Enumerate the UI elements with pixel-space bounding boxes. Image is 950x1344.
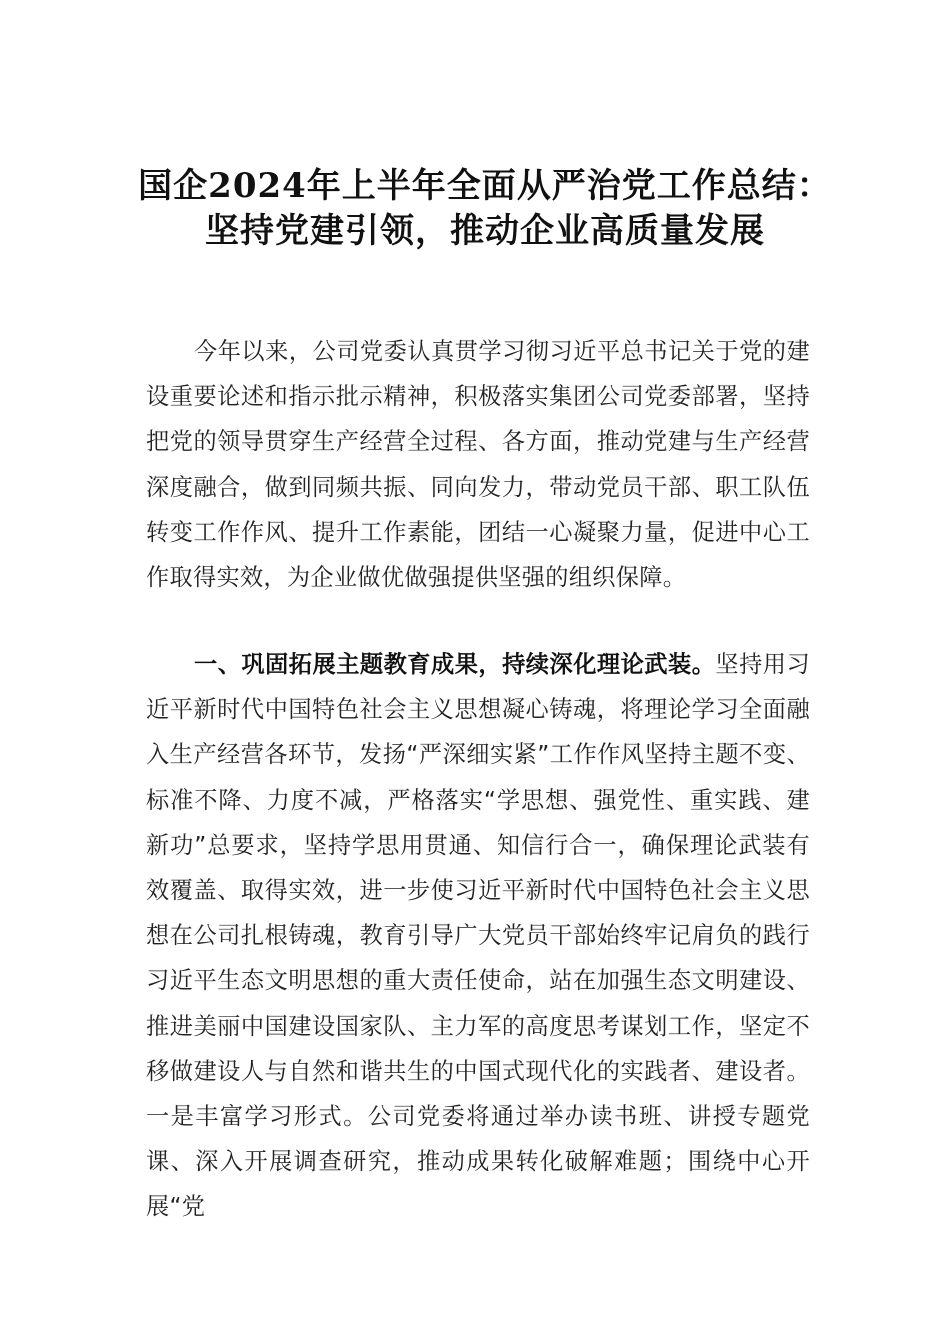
intro-paragraph: 今年以来，公司党委认真贯学习彻习近平总书记关于党的建设重要论述和指示批示精神，积极落实集团公司党委部署，坚持把党的领导贯穿生产经营全过程、各方面，推动党建与生产经营深度融合，做到同频共振、同向发力，带动党员干部、职工队伍转变工作作风、提升工作素能，团结一心凝聚力量，促进中心工作取得实效，为企业做优做强提供坚强的组织保障。 bbox=[146, 338, 810, 592]
section-1-paragraph bbox=[146, 642, 810, 1230]
document-title-line-1: 国企2024年上半年全面从严治党工作总结： bbox=[138, 166, 832, 206]
section-1-heading: 一、巩固拓展主题教育成果，持续深化理论武装。 bbox=[194, 651, 716, 678]
section-1-text: 坚持用习近平新时代中国特色社会主义思想凝心铸魂，将理论学习全面融入生产经营各环节，发扬“严深细实紧”工作作风坚持主题不变、标准不降、力度不减，严格落实“学思想、强党性、重实践、建新功”总要求，坚持学思用贯通、知信行合一，确保理论武装有效覆盖、取得实效，进一步使习近平新时代中国特色社会主义思想在公司扎根铸魂，教育引导广大党员干部始终牢记肩负的践行习近平生态文明思想的重大责任使命，站在加强生态文明建设、推进美丽中国建设国家队、主力军的高度思考谋划工作，坚定不移做建设人与自然和谐共生的中国式现代化的实践者、建设者。一是丰富学习形式。公司党委将通过举办读书班、讲授专题党课、深入开展调查研究，推动成果转化破解难题；围绕中心开展“党 bbox=[146, 651, 810, 1221]
document-title-line-2: 坚持党建引领，推动企业高质量发展 bbox=[205, 211, 765, 251]
